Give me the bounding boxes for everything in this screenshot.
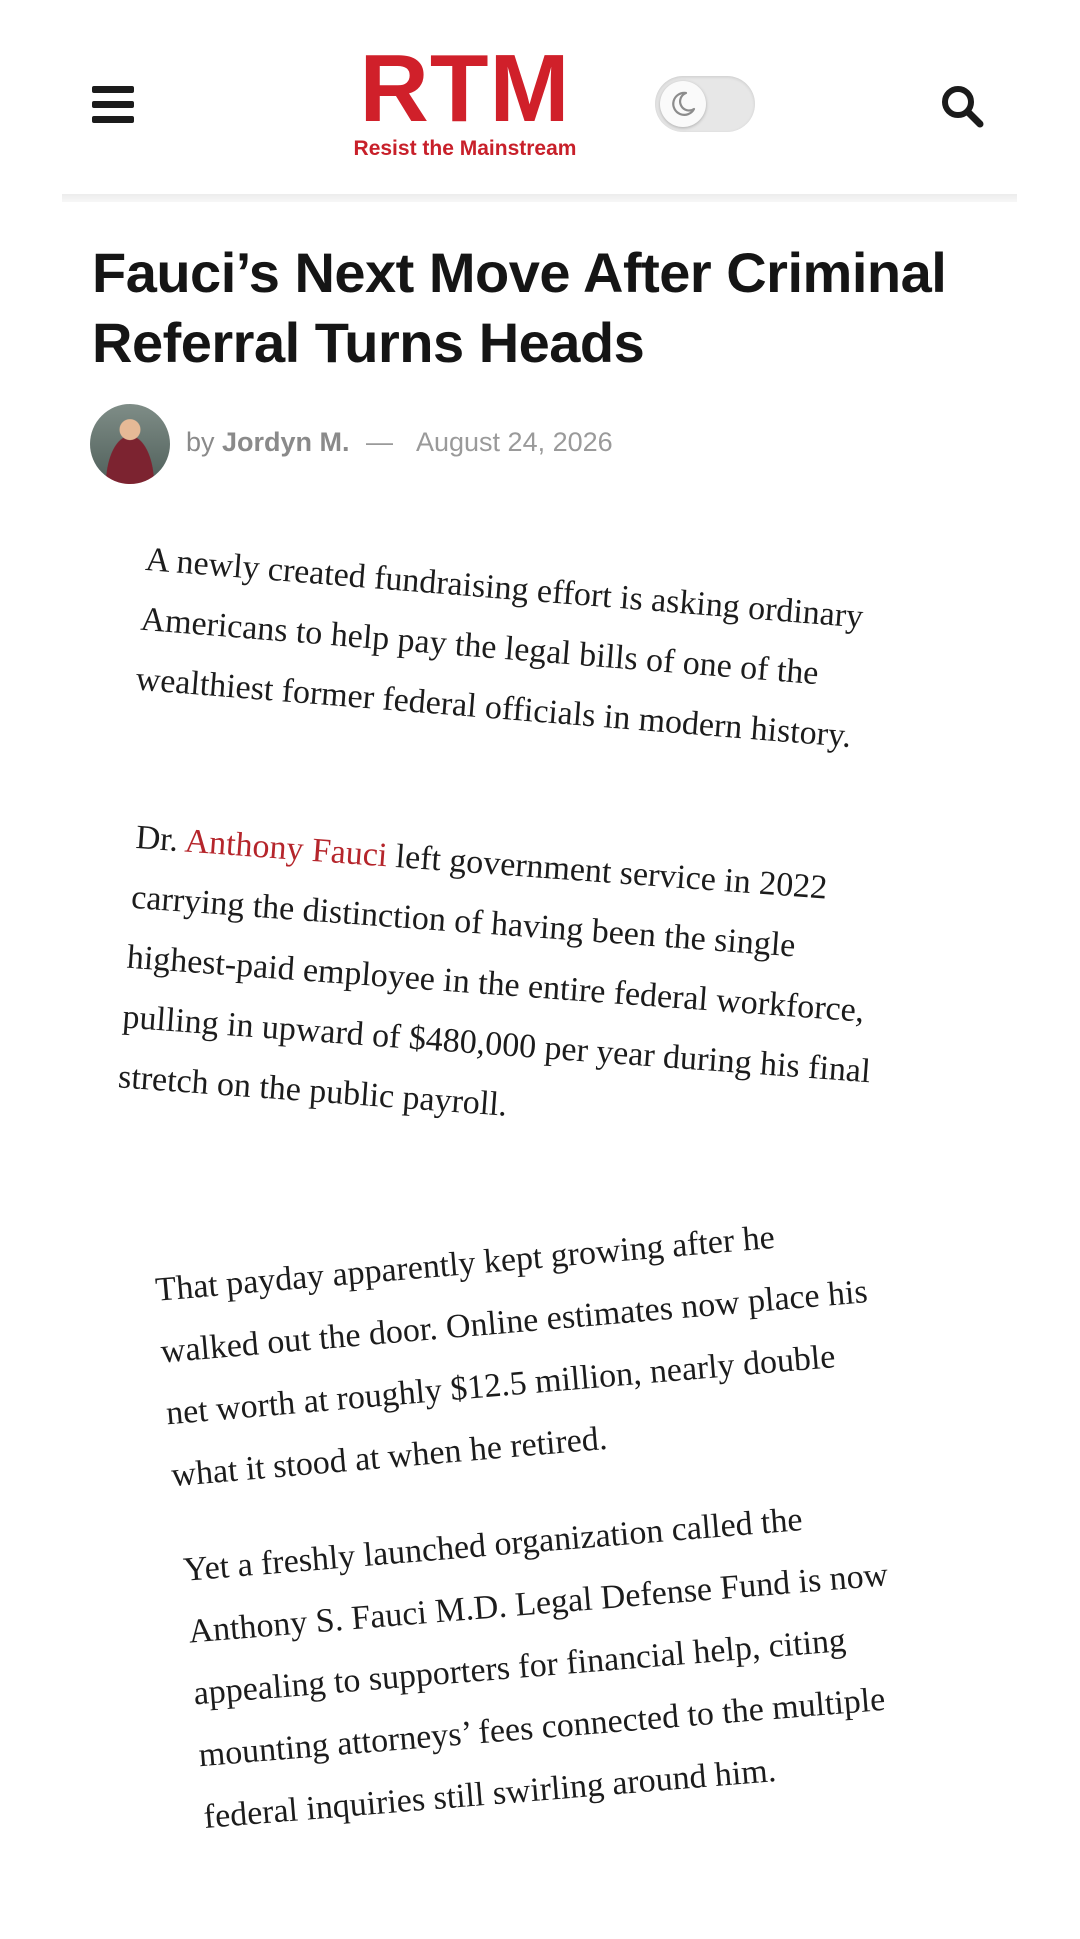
paragraph-text: Dr.: [134, 818, 187, 860]
article-headline: Fauci’s Next Move After Criminal Referral Turns Heads: [92, 241, 947, 374]
moon-icon: [669, 90, 697, 118]
article-byline: [90, 404, 990, 484]
anthony-fauci-link[interactable]: Anthony Fauci: [183, 822, 389, 875]
paragraph-text: left government service in 2022 carrying the distinction of having been the single highest-paid employee in the entire federal workforce, pulling in upward of $480,000 per year during his final stretch on the public payroll.: [116, 837, 872, 1124]
byline-prefix: by: [186, 427, 215, 457]
author-avatar[interactable]: [90, 404, 170, 484]
search-icon[interactable]: [938, 82, 986, 130]
site-logo[interactable]: [332, 35, 598, 162]
header-divider: [62, 194, 1017, 202]
article-paragraph-1: A newly created fundraising effort is asking ordinary Americans to help pay the legal bills of one of the wealthiest former federal officials in modern history.: [134, 540, 865, 756]
site-header: [0, 0, 1080, 196]
article-paragraph-3: That payday apparently kept growing after he walked out the door. Online estimates now place his net worth at roughly $12.5 million, nearly double what it stood at when he retired.: [154, 1218, 870, 1495]
logo-wordmark: RTM: [359, 35, 571, 142]
article-paragraph-4: Yet a freshly launched organization called the Anthony S. Fauci M.D. Legal Defense Fund is now appealing to supporters for financial help, citing mounting attorneys’ fees connected to the multiple federal inquiries still swirling around him.: [181, 1501, 890, 1837]
toggle-knob: [660, 81, 706, 127]
logo-tagline: Resist the Mainstream: [353, 137, 577, 160]
hamburger-menu-icon[interactable]: [92, 86, 134, 124]
byline-separator: —: [366, 427, 393, 457]
article-paragraph-2: [116, 808, 906, 1164]
publish-date: August 24, 2026: [416, 427, 613, 457]
author-link[interactable]: Jordyn M.: [222, 427, 350, 457]
dark-mode-toggle[interactable]: [655, 76, 755, 132]
